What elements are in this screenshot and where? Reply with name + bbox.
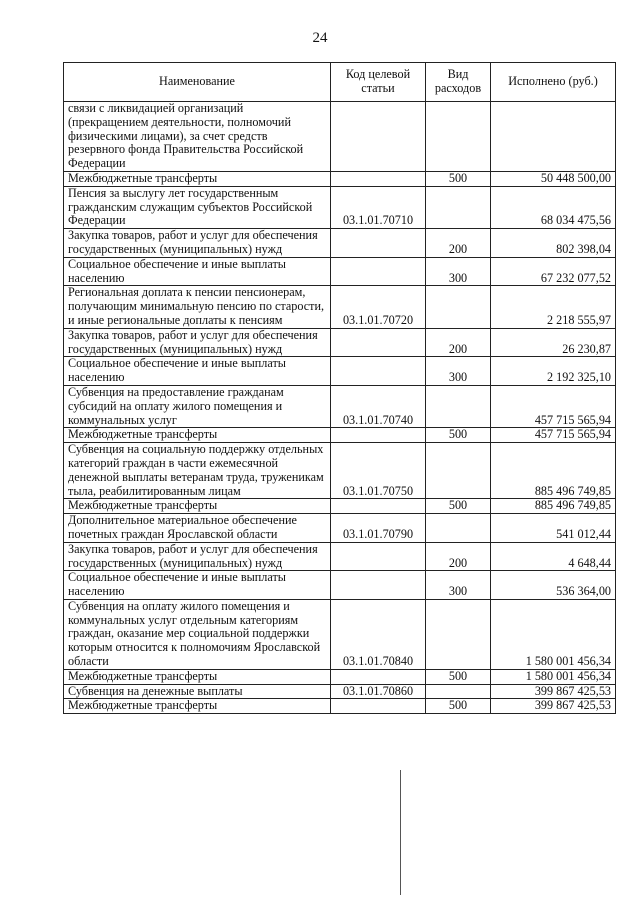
- table-row: [64, 443, 616, 499]
- table-row: [64, 514, 616, 543]
- table-row: [64, 499, 616, 514]
- row-amount-cell: 457 715 565,94: [491, 385, 616, 427]
- row-amount-cell: 885 496 749,85: [491, 499, 616, 514]
- row-name-cell: Межбюджетные трансферты: [64, 669, 331, 684]
- row-name-cell: Социальное обеспечение и иные выплаты населению: [64, 571, 331, 600]
- row-code-cell: [331, 499, 426, 514]
- row-name-cell: Региональная доплата к пенсии пенсионерам, получающим минимальную пенсию по старости, и иные региональные доплаты к пенсиям: [64, 286, 331, 328]
- row-code-cell: [331, 428, 426, 443]
- row-kind-cell: 500: [426, 699, 491, 714]
- header-kind: Вид расходов: [426, 63, 491, 102]
- row-code-cell: 03.1.01.70720: [331, 286, 426, 328]
- row-code-cell: 03.1.01.70740: [331, 385, 426, 427]
- row-amount-cell: 4 648,44: [491, 542, 616, 571]
- row-amount-cell: 1 580 001 456,34: [491, 599, 616, 669]
- row-amount-cell: [491, 102, 616, 172]
- row-kind-cell: 500: [426, 428, 491, 443]
- row-name-cell: Закупка товаров, работ и услуг для обеспечения государственных (муниципальных) нужд: [64, 328, 331, 357]
- row-name-cell: Дополнительное материальное обеспечение почетных граждан Ярославской области: [64, 514, 331, 543]
- table-row: [64, 428, 616, 443]
- header-code: Код целевой статьи: [331, 63, 426, 102]
- row-name-cell: Социальное обеспечение и иные выплаты населению: [64, 257, 331, 286]
- row-kind-cell: [426, 599, 491, 669]
- table-row: [64, 328, 616, 357]
- row-amount-cell: 802 398,04: [491, 229, 616, 258]
- row-kind-cell: 500: [426, 171, 491, 186]
- row-kind-cell: 200: [426, 542, 491, 571]
- row-name-cell: Социальное обеспечение и иные выплаты населению: [64, 357, 331, 386]
- table-row: [64, 186, 616, 228]
- row-code-cell: [331, 571, 426, 600]
- table-row: [64, 257, 616, 286]
- row-code-cell: [331, 171, 426, 186]
- row-code-cell: 03.1.01.70710: [331, 186, 426, 228]
- header-name: Наименование: [64, 63, 331, 102]
- row-amount-cell: 2 218 555,97: [491, 286, 616, 328]
- row-code-cell: [331, 102, 426, 172]
- table-row: [64, 684, 616, 699]
- table-body: [64, 102, 616, 714]
- row-name-cell: Межбюджетные трансферты: [64, 499, 331, 514]
- row-code-cell: [331, 257, 426, 286]
- scan-artifact-line: [400, 770, 401, 895]
- row-code-cell: [331, 542, 426, 571]
- row-name-cell: Субвенция на социальную поддержку отдельных категорий граждан в части ежемесячной денежной выплаты ветеранам труда, труженикам тыла, реабилитированным лицам: [64, 443, 331, 499]
- row-code-cell: [331, 357, 426, 386]
- row-amount-cell: 1 580 001 456,34: [491, 669, 616, 684]
- table-row: [64, 229, 616, 258]
- row-amount-cell: 50 448 500,00: [491, 171, 616, 186]
- row-name-cell: Закупка товаров, работ и услуг для обеспечения государственных (муниципальных) нужд: [64, 542, 331, 571]
- row-code-cell: [331, 229, 426, 258]
- row-name-cell: Субвенция на предоставление гражданам субсидий на оплату жилого помещения и коммунальных услуг: [64, 385, 331, 427]
- budget-execution-table: [63, 62, 616, 714]
- table-row: [64, 171, 616, 186]
- row-code-cell: 03.1.01.70860: [331, 684, 426, 699]
- row-name-cell: Межбюджетные трансферты: [64, 428, 331, 443]
- row-name-cell: связи с ликвидацией организаций (прекращением деятельности, полномочий физическими лицами), за счет средств резервного фонда Правительства Российской Федерации: [64, 102, 331, 172]
- row-name-cell: Закупка товаров, работ и услуг для обеспечения государственных (муниципальных) нужд: [64, 229, 331, 258]
- table-row: [64, 599, 616, 669]
- table-row: [64, 542, 616, 571]
- row-kind-cell: 500: [426, 499, 491, 514]
- row-kind-cell: [426, 186, 491, 228]
- row-kind-cell: [426, 102, 491, 172]
- header-amount: Исполнено (руб.): [491, 63, 616, 102]
- row-amount-cell: 67 232 077,52: [491, 257, 616, 286]
- row-name-cell: Субвенция на денежные выплаты: [64, 684, 331, 699]
- page-number: 24: [312, 30, 328, 46]
- table-row: [64, 357, 616, 386]
- row-amount-cell: 399 867 425,53: [491, 699, 616, 714]
- row-code-cell: [331, 669, 426, 684]
- row-amount-cell: 457 715 565,94: [491, 428, 616, 443]
- row-kind-cell: 200: [426, 328, 491, 357]
- row-code-cell: [331, 328, 426, 357]
- row-name-cell: Межбюджетные трансферты: [64, 171, 331, 186]
- table-row: [64, 699, 616, 714]
- row-kind-cell: 200: [426, 229, 491, 258]
- row-kind-cell: 500: [426, 669, 491, 684]
- row-code-cell: 03.1.01.70750: [331, 443, 426, 499]
- row-code-cell: 03.1.01.70840: [331, 599, 426, 669]
- table-header-row: [64, 63, 616, 102]
- row-kind-cell: [426, 443, 491, 499]
- row-kind-cell: 300: [426, 571, 491, 600]
- table-row: [64, 102, 616, 172]
- row-amount-cell: 26 230,87: [491, 328, 616, 357]
- row-name-cell: Субвенция на оплату жилого помещения и коммунальных услуг отдельным категориям граждан, оказание мер социальной поддержки которым относится к полномочиям Ярославской области: [64, 599, 331, 669]
- row-kind-cell: 300: [426, 257, 491, 286]
- row-amount-cell: 68 034 475,56: [491, 186, 616, 228]
- row-amount-cell: 541 012,44: [491, 514, 616, 543]
- row-code-cell: 03.1.01.70790: [331, 514, 426, 543]
- row-amount-cell: 2 192 325,10: [491, 357, 616, 386]
- table-row: [64, 669, 616, 684]
- row-kind-cell: [426, 286, 491, 328]
- row-code-cell: [331, 699, 426, 714]
- row-kind-cell: [426, 684, 491, 699]
- row-kind-cell: [426, 514, 491, 543]
- table-row: [64, 571, 616, 600]
- row-name-cell: Межбюджетные трансферты: [64, 699, 331, 714]
- row-amount-cell: 399 867 425,53: [491, 684, 616, 699]
- table-row: [64, 286, 616, 328]
- row-kind-cell: 300: [426, 357, 491, 386]
- row-name-cell: Пенсия за выслугу лет государственным гражданским служащим субъектов Российской Федерации: [64, 186, 331, 228]
- row-amount-cell: 536 364,00: [491, 571, 616, 600]
- table-row: [64, 385, 616, 427]
- row-kind-cell: [426, 385, 491, 427]
- row-amount-cell: 885 496 749,85: [491, 443, 616, 499]
